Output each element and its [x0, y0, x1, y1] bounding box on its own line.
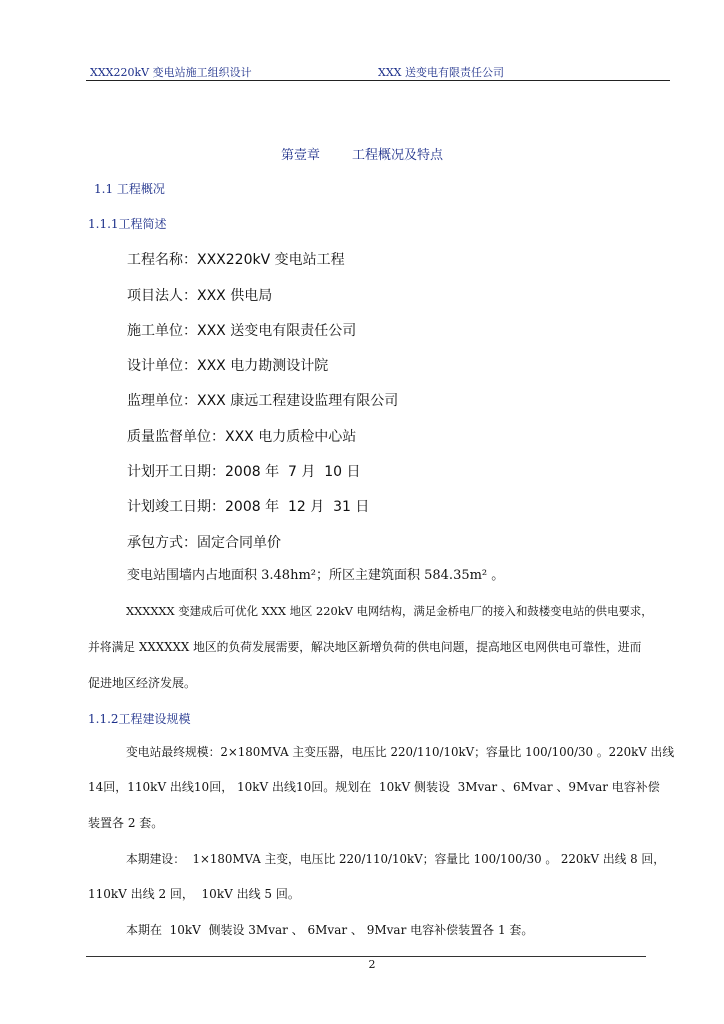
- header-company-name: XXX 送变电有限责任公司: [378, 66, 504, 79]
- info-value: 2008 年 7 月 10 日: [225, 464, 361, 480]
- info-value: XXX 供电局: [197, 288, 273, 304]
- info-label: 施工单位：: [127, 323, 197, 339]
- paragraph-purpose-line-1: XXXXXX 变建成后可优化 XXX 地区 220kV 电网结构，满足金桥电厂的接入和鼓楼变电站的供电要求，: [126, 604, 653, 618]
- paragraph-purpose-line-2: 并将满足 XXXXXX 地区的负荷发展需要，解决地区新增负荷的供电问题，提高地区电网供电可靠性，进而: [88, 640, 642, 654]
- page-number: 2: [368, 958, 376, 971]
- info-label: 质量监督单位：: [127, 429, 225, 445]
- chapter-title: [0, 144, 724, 163]
- info-label: 设计单位：: [127, 358, 197, 374]
- info-design-unit: [127, 355, 328, 375]
- section-heading-1-1: 1.1 工程概况: [94, 182, 165, 196]
- paragraph-purpose-line-3: 促进地区经济发展。: [88, 676, 197, 690]
- info-quality-supervision: [127, 426, 356, 446]
- paragraph-final-scale-line-1: 变电站最终规模：2×180MVA 主变压器，电压比 220/110/10kV；容量比 100/100/30 。220kV 出线: [126, 745, 675, 759]
- chapter-name: 工程概况及特点: [352, 148, 444, 163]
- info-label: 计划竣工日期：: [127, 499, 225, 515]
- info-project-owner: [127, 285, 272, 305]
- info-label: 项目法人：: [127, 288, 197, 304]
- section-heading-1-1-2: 1.1.2工程建设规模: [88, 712, 191, 726]
- info-value: XXX 电力勘测设计院: [197, 358, 329, 374]
- info-value: XXX 康远工程建设监理有限公司: [197, 393, 399, 409]
- paragraph-current-scale-line-3: 本期在 10kV 侧装设 3Mvar 、 6Mvar 、 9Mvar 电容补偿装置各 1 套。: [126, 923, 534, 937]
- info-completion-date: [127, 496, 369, 516]
- paragraph-final-scale-line-3: 装置各 2 套。: [88, 816, 164, 830]
- info-label: 工程名称：: [127, 252, 197, 268]
- info-label: 监理单位：: [127, 393, 197, 409]
- info-project-name: [127, 249, 345, 269]
- paragraph-current-scale-line-1: 本期建设： 1×180MVA 主变，电压比 220/110/10kV；容量比 100/100/30 。 220kV 出线 8 回，: [126, 852, 666, 866]
- info-start-date: [127, 461, 361, 481]
- info-value: XXX 电力质检中心站: [225, 429, 357, 445]
- paragraph-current-scale-line-2: 110kV 出线 2 回， 10kV 出线 5 回。: [88, 887, 300, 901]
- footer-divider: [86, 956, 646, 957]
- info-contract-type: [127, 532, 281, 552]
- info-value: XXX220kV 变电站工程: [197, 252, 345, 268]
- info-construction-unit: [127, 320, 356, 340]
- info-value: XXX 送变电有限责任公司: [197, 323, 357, 339]
- paragraph-area: 变电站围墙内占地面积 3.48hm²；所区主建筑面积 584.35m² 。: [127, 568, 505, 583]
- info-label: 承包方式：: [127, 535, 197, 551]
- info-label: 计划开工日期：: [127, 464, 225, 480]
- section-heading-1-1-1: 1.1.1工程简述: [88, 217, 167, 231]
- info-value: 固定合同单价: [197, 535, 281, 551]
- paragraph-final-scale-line-2: 14回，110kV 出线10回， 10kV 出线10回。规划在 10kV 侧装设 3Mvar 、6Mvar 、9Mvar 电容补偿: [88, 780, 660, 794]
- info-value: 2008 年 12 月 31 日: [225, 499, 370, 515]
- chapter-number: 第壹章: [280, 148, 320, 163]
- header-document-title: XXX220kV 变电站施工组织设计: [90, 66, 252, 79]
- info-supervision-unit: [127, 390, 398, 410]
- header-divider: [86, 80, 670, 81]
